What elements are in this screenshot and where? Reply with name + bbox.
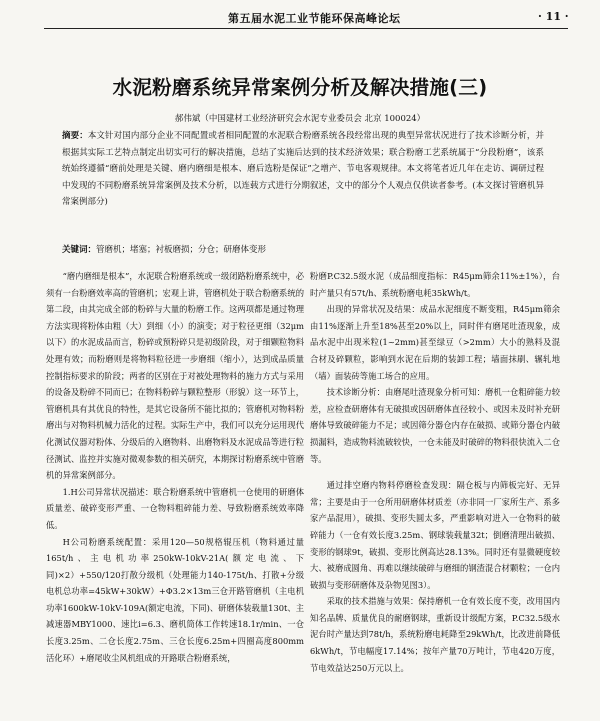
paragraph: 粉磨P.C32.5级水泥（成品细度指标：R45μm筛余11%±1%），台时产量只有57t/h、系统粉磨电耗35kWh/t。 (310, 271, 560, 298)
header-rule (44, 28, 568, 29)
right-column (310, 268, 560, 676)
paragraph: 采取的技术措施与效果：保持磨机一仓有效长度不变，改用国内知名品牌、质量优良的耐磨钢球，重新设计级配方案，P.C32.5级水泥台时产量达到78t/h，系统粉磨电耗降至29kWh/t，比改进前降低6kWh/t，节电幅度17.14%；按年产量70万吨计，节电420万度，节电效益达250万元以上。 (310, 596, 560, 673)
paragraph: 技术诊断分析：由磨尾吐渣现象分析可知：磨机一仓粗碎能力较差，应检查研磨体有无破损或因研磨体直径较小、或因未及时补充研磨体导致破碎能力不足；或因筛分器仓内存在破损、或筛分器仓内破损漏料，造成物料流破较快，一仓未能及时破碎的物料很快流入二仓等。 (310, 387, 560, 464)
paragraph: 1.H公司异常状况描述：联合粉磨系统中管磨机一仓使用的研磨体质量差、破碎变形严重、一仓物料粗碎能力差、导致粉磨系统效率降低。 (46, 486, 304, 530)
abstract-label: 摘要： (62, 131, 88, 141)
keywords (62, 243, 544, 255)
article-title: 水泥粉磨系统异常案例分析及解决措施(三) (112, 76, 488, 99)
paragraph: 出现的异常状况及结果：成品水泥细度不断变粗，R45μm筛余由11%逐渐上升至18%甚至20%以上，同时伴有磨尾吐渣现象，成品水泥中出现米粒(1~2mm)甚至绿豆（>2mm）大小的熟料及混合材及碎颗粒，影响到水泥在后期的装卸工程；墙面抹刷、辗轧地（墙）面装砖等施工场合的应用。 (310, 304, 560, 381)
paragraph-gap (310, 467, 560, 477)
keywords-label: 关键词： (62, 245, 97, 255)
keywords-text: 管磨机；堵塞；衬板磨损；分仓；研磨体变形 (96, 245, 267, 255)
abstract-text: 本文针对国内部分企业不同配置或者相同配置的水泥联合粉磨系统各段经常出现的典型异常状况进行了技术诊断分析，并根据其实际工艺特点制定出切实可行的解决措施，总结了实施后达到的技术经济效果；联合粉磨工艺系统属于“分段粉磨”，该系统始终遵循“磨前处理是关键、磨内磨细是根本、磨后选粉是保证”之增产、节电客观规律。本文将笔者近几年在走访、调研过程中发现的不同粉磨系统异常案例及技术分析，以连载方式进行分期叙述，文中的部分个人观点仅供读者参考。(本文探讨管磨机异常案例部分) (62, 131, 544, 207)
author-line: 郝伟斌（中国建材工业经济研究会水泥专业委员会 北京 100024） (174, 114, 426, 124)
page-number: · 11 · (538, 10, 569, 23)
abstract (62, 128, 544, 211)
paragraph: H公司粉磨系统配置：采用120—50规格辊压机（物料通过量165t/h、主电机功率250kW-10kV-21A(额定电流、下同)×2）+550/120打散分级机（处理能力140-175t/h、打散+分级电机总功率=45kW+30kW）+Φ3.2×13m三仓开路管磨机（主电机功率1600kW-10kV-109A(额定电流，下同)、研磨体装载量130t、主减速器MBY1000、速比i=6.3、磨机筒体工作转速18.1r/min、一仓长度3.25m、二仓长度2.75m、三仓长度6.25m+四圈高度800mm活化环）+磨尾收尘风机组成的开路联合粉磨系统， (46, 536, 304, 663)
journal-name: 第五届水泥工业节能环保高峰论坛 (228, 12, 401, 25)
paragraph: “磨内磨细是根本”，水泥联合粉磨系统或一级闭路粉磨系统中，必须有一台粉磨效率高的管磨机；宏观上讲，管磨机处于联合粉磨系统的第二段，由其完成全部的粉碎与大量的粉磨工作。这两项都是通过物理方法实现将粉体由粗（大）到细（小）的演变；对于粒径更细（32μm以下）的水泥成品而言，粉碎或预粉碎只是初级阶段，对于细颗粒物料处理有效；而粉磨则是将物料粒径进一步磨细（缩小），达到成品质量控制指标要求的阶段；两者的区别在于对被处理物料的施力方式与采用的设备及粉碎不同而已；在物料粉碎与颗粒整形（形貌）这一环节上，管磨机具有其优良的特性，是其它设备所不能比拟的；管磨机对物料粉磨出与对物料机械力活化的过程。实际生产中，我们可以充分运用现代化测试仪器对粉体、分级后的入磨物料、出磨物料及水泥成品等进行粒径测试、监控并实施对微观参数的相关研究，本期探讨粉磨系统中管磨机的异常案例部分。 (46, 271, 304, 481)
left-column (46, 268, 304, 666)
paragraph: 通过排空磨内物料停磨检查发现：隔仓板与内筛板完好、无异常；主要是由于一仓所用研磨体材质差（亦非同一厂家所生产、系多家产品混用），破损、变形失圆太多，严重影响对进入一仓物料的破碎能力（一仓有效长度3.25m、钢球装载量32t；倒磨清理出破损、变形的钢球9t，破损、变形比例高达28.13%。同时还有显微硬度较大、被磨成圆角、再难以继续破碎与磨细的钢渣混合材颗粒；一仓内破损与变形研磨体及杂物见图3）。 (310, 480, 560, 590)
page-header (0, 0, 600, 36)
